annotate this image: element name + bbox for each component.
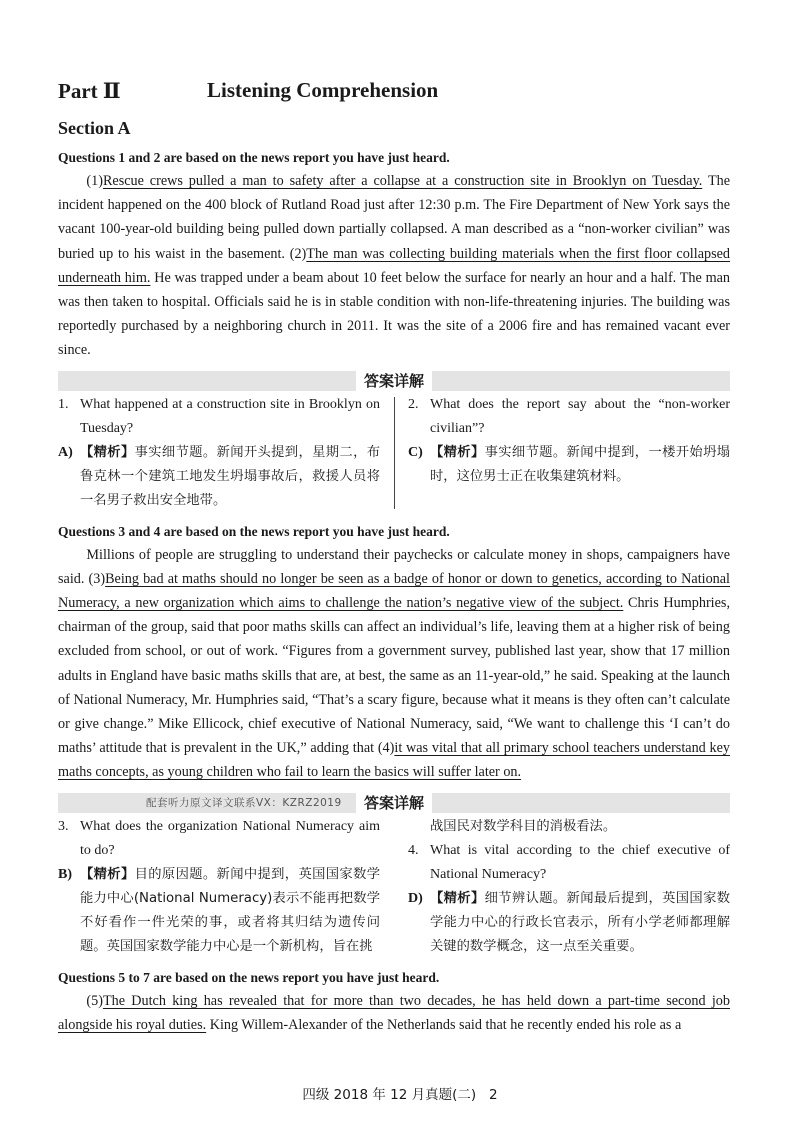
underlined-text-run: it was vital that all primary school teachers understand key maths concepts, as young children who fail to learn the basics will suffer later on. [58, 740, 730, 781]
answer-tag: 【精析】 [430, 890, 485, 906]
answer-letter: C) [408, 444, 423, 460]
question-text: What happened at a construction site in Brooklyn on Tuesday? [80, 396, 380, 436]
answer-bar [58, 793, 730, 813]
answers-section [58, 393, 730, 513]
question-number: 3. [58, 818, 69, 834]
answer-item [58, 863, 380, 959]
news-paragraph [58, 989, 730, 1037]
page [58, 78, 730, 1037]
answer-item [408, 441, 730, 489]
watermark-text: 配套听力原文译文联系VX：KZRZ2019 [146, 796, 342, 809]
answer-bar-label: 答案详解 [356, 793, 432, 813]
question-item [408, 839, 730, 887]
footer-text: 四级 2018 年 12 月真题(二) [302, 1087, 477, 1103]
text-run: (5) [86, 992, 103, 1009]
page-number: 2 [489, 1087, 498, 1103]
answer-item [58, 441, 380, 513]
answer-explanation [80, 863, 380, 959]
part-heading [58, 78, 730, 110]
question-item [58, 393, 380, 441]
questions-intro: Questions 1 and 2 are based on the news report you have just heard. [58, 150, 450, 165]
question-item [408, 393, 730, 441]
questions-intro: Questions 5 to 7 are based on the news report you have just heard. [58, 969, 440, 985]
answer-tag: 【精析】 [430, 444, 485, 460]
news-paragraph [58, 543, 730, 785]
question-text: What does the organization National Numeracy aim to do? [80, 818, 380, 858]
answer-letter: A) [58, 444, 73, 460]
answer-letter: D) [408, 890, 423, 906]
text-run: Millions of people are struggling to understand their paychecks or calculate money in shops, campaigners have said. (3) [58, 546, 730, 587]
answers-section [58, 815, 730, 959]
text-run: King Willem-Alexander of the Netherlands said that he recently ended his role as a [206, 1016, 682, 1033]
questions-intro: Questions 3 and 4 are based on the news report you have just heard. [58, 523, 450, 539]
text-run: Chris Humphries, chairman of the group, said that poor maths skills can affect an individual’s life, leaving them at a higher risk of being excluded from school, or out of work. “Figures from a government survey, published last year, show that 17 million adults in England have basic maths skills that are, at best, the same as an 11-year-old,” he said. Speaking at the launch of National Numeracy, Mr. Humphries said, “That’s a scary figure, because what it means is they often can’t calculate or give change.” Mike Ellicock, chief executive of National Numeracy, said, “We want to challenge this ‘I can’t do maths’ attitude that is prevalent in the UK,” adding that (4) [58, 595, 730, 757]
part-label: Part Ⅱ [58, 79, 121, 103]
underlined-text-run: Being bad at maths should no longer be seen as a badge of honor or down to genetics, according to National Numeracy, a new organization which aims to challenge the nation’s negative view of the subject. [58, 570, 731, 612]
question-number: 1. [58, 396, 69, 412]
text-run: (1) [86, 173, 103, 189]
section-heading: Section A [58, 118, 131, 138]
answer-text: 事实细节题。新闻开头提到，星期二，布鲁克林一个建筑工地发生坍塌事故后，救援人员将一名男子救出安全地带。 [80, 444, 381, 508]
underlined-text-run: The Dutch king has revealed that for more than two decades, he has held down a part-time second job alongside his royal duties. [58, 992, 730, 1033]
underlined-text-run: Rescue crews pulled a man to safety after a collapse at a construction site in Brooklyn on Tuesday. [102, 173, 703, 189]
answer-bar [58, 371, 730, 391]
answer-explanation [430, 441, 730, 489]
answer-text: 细节辨认题。新闻最后提到，英国国家数学能力中心的行政长官表示，所有小学老师都理解关键的数学概念，这一点至关重要。 [430, 890, 731, 954]
answer-tag: 【精析】 [80, 866, 135, 882]
question-text: What does the report say about the “non-worker civilian”? [430, 396, 730, 436]
answer-bar-label: 答案详解 [356, 371, 432, 391]
answer-text: 战国民对数学科目的消极看法。 [430, 818, 617, 834]
question-number: 2. [408, 396, 419, 412]
answer-item [408, 887, 730, 959]
answer-text: 事实细节题。新闻中提到，一楼开始坍塌时，这位男士正在收集建筑材料。 [430, 444, 731, 484]
answer-explanation [80, 441, 380, 513]
news-paragraph [58, 169, 730, 363]
answers-left-column [58, 393, 380, 513]
text-run: He was trapped under a beam about 10 feet below the surface for nearly an hour and a half. The man was then taken to hospital. Officials said he is in stable condition with non-life-threatening injuries. The building was reportedly purchased by a neighboring church in 2011. It was the site of a 2006 fire and has remained vacant ever since. [58, 269, 730, 359]
question-item [58, 815, 380, 863]
answer-letter: B) [58, 866, 72, 882]
answers-left-column [58, 815, 380, 959]
answer-explanation [430, 887, 730, 959]
answer-tag: 【精析】 [80, 444, 135, 460]
answers-right-column [408, 815, 730, 959]
text-run: The incident happened on the 400 block of Rutland Road just after 12:30 p.m. The Fire Department of New York says the vacant 100-year-old building being pulled down partially collapsed. A man described as a “non-worker civilian” was buried up to his waist in the basement. (2) [58, 173, 730, 262]
underlined-text-run: The man was collecting building materials when the first floor collapsed underneath him. [58, 245, 730, 286]
question-number: 4. [408, 842, 419, 858]
answer-text: 目的原因题。新闻中提到，英国国家数学能力中心(National Numeracy)表示不能再把数学不好看作一件光荣的事，或者将其归结为遗传问题。英国国家数学能力中心是一个新机构，旨在挑 [80, 866, 381, 954]
column-divider [394, 397, 395, 509]
answers-right-column [408, 393, 730, 513]
page-footer [0, 1083, 800, 1103]
question-text: What is vital according to the chief executive of National Numeracy? [430, 842, 730, 882]
answer-continuation [408, 815, 730, 839]
part-title: Listening Comprehension [207, 78, 439, 102]
